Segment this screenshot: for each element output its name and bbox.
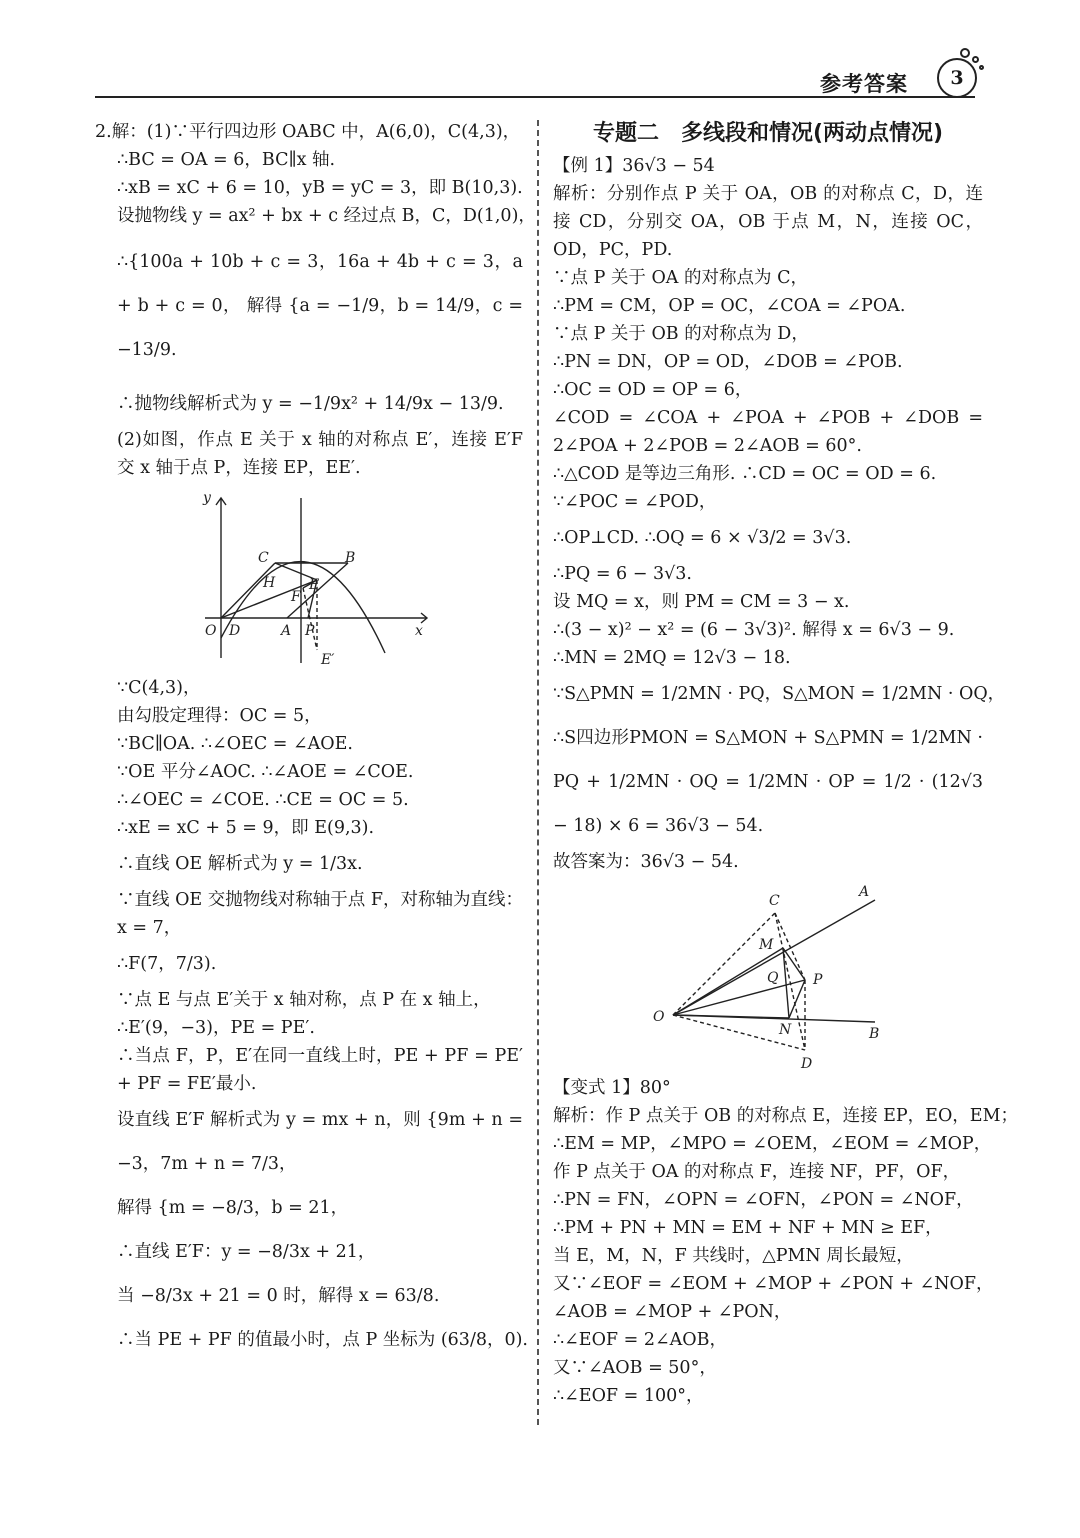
label-e-prime: E′ [321,652,335,668]
text-line: ∴OC = OD = OP = 6， [553,380,753,400]
system-of-equations: 解得 {m = −8/3，b = 21， [117,1198,349,1218]
label-a: A [859,884,870,900]
left-column [95,118,536,1362]
text-line: ∴OP⊥CD. ∴OQ = 6 × √3/2 = 3√3. [553,528,852,548]
text-line: 2.解：(1)∵平行四边形 OABC 中，A(6,0)，C(4,3)， [95,122,521,142]
right-column [553,118,1018,1410]
variant-answer: 【变式 1】80° [553,1078,671,1098]
segment-oc [673,913,775,1015]
section-title: 专题二 多线段和情况(两动点情况) [592,121,944,146]
label-p: P [305,623,315,639]
text-line: 解析：分别作点 P 关于 OA，OB 的对称点 C，D，连接 CD，分别交 OA，OB 于点 M，N，连接 OC，OD，PC，PD. [553,184,983,260]
system-of-equations: ∴{100a + 10b + c = 3，16a + 4b + c = 3，a + b + c = 0， 解得 {a = −1/9，b = 14/9，c = −13/9. [117,252,523,360]
page-number-badge: 3 [937,58,977,98]
text-line: ∴(3 − x)² − x² = (6 − 3√3)². 解得 x = 6√3 − 9. [553,620,955,640]
parabola-curve [221,562,385,653]
decor-dot-icon [972,56,979,63]
label-m: M [759,937,774,953]
text-line: ∵点 P 关于 OA 的对称点为 C， [553,268,808,288]
segment-mn [783,948,789,1018]
decor-dot-icon [960,48,970,58]
label-o: O [653,1009,665,1025]
label-x: x [415,623,423,639]
angle-figure [553,880,983,1070]
ray-oa [673,900,875,1015]
system-of-equations: 设直线 E′F 解析式为 y = mx + n，则 {9m + n = −3，7m + n = 7/3， [117,1110,523,1174]
text-line: ∴直线 OE 解析式为 y = 1/3x. [117,854,363,874]
text-line: 又∵∠EOF = ∠EOM + ∠MOP + ∠PON + ∠NOF， [553,1274,994,1294]
text-line: ∴∠EOF = 100°， [553,1386,704,1406]
text-line: ∴BC = OA = 6，BC∥x 轴. [117,150,336,170]
text-line: ∴∠EOF = 2∠AOB， [553,1330,727,1350]
text-line: ∵S△PMN = 1/2MN · PQ，S△MON = 1/2MN · OQ， [553,684,1006,704]
column-divider [537,120,539,1425]
text-line: ∴PN = DN，OP = OD，∠DOB = ∠POB. [553,352,903,372]
text-line: ∴xB = xC + 6 = 10，yB = yC = 3，即 B(10,3). [117,178,523,198]
text-line: ∴PM + PN + MN = EM + NF + MN ≥ EF， [553,1218,943,1238]
text-line: ∵∠POC = ∠POD， [553,492,717,512]
text-line: ∵C(4,3)， [117,678,201,698]
label-a: A [281,623,292,639]
segment-cp [775,913,805,980]
label-b: B [345,550,356,566]
text-line: 当 E，M，N，F 共线时，△PMN 周长最短， [553,1246,914,1266]
label-y: y [203,490,211,506]
text-line: ∴PM = CM，OP = OC，∠COA = ∠POA. [553,296,906,316]
example-answer: 【例 1】36√3 − 54 [553,156,715,176]
label-h: H [263,575,276,591]
text-line: 故答案为：36√3 − 54. [553,852,739,872]
text-line: (2)如图，作点 E 关于 x 轴的对称点 E′，连接 E′F 交 x 轴于点 P，连接 EP，EE′. [117,430,523,478]
header-title: 参考答案 [820,72,908,96]
text-line: ∴xE = xC + 5 = 9，即 E(9,3). [117,818,375,838]
text-line: 当 −8/3x + 21 = 0 时，解得 x = 63/8. [117,1286,440,1306]
text-line: ∴抛物线解析式为 y = −1/9x² + 14/9x − 13/9. [117,394,504,414]
text-line: ∴F(7，7/3). [117,954,217,974]
text-line: ∴当点 F，P，E′在同一直线上时，PE + PF = PE′ + PF = FE′最小. [117,1046,523,1094]
text-line: ∵直线 OE 交抛物线对称轴于点 F，对称轴为直线：x = 7， [117,890,523,938]
parabola-figure [95,488,523,668]
text-line: ∴S四边形PMON = S△MON + S△PMN = 1/2MN · PQ + 1/2MN · OQ = 1/2MN · OP = 1/2 · (12√3 − 18) × 6 = 36√3 − 54. [553,728,983,836]
label-d: D [229,623,241,639]
label-o: O [205,623,217,639]
text-line: 设抛物线 y = ax² + bx + c 经过点 B，C，D(1,0)， [117,206,536,226]
text-line: ∴△COD 是等边三角形. ∴CD = OC = OD = 6. [553,464,937,484]
label-c: C [769,893,780,909]
text-line: ∴当 PE + PF 的值最小时，点 P 坐标为 (63/8，0). [117,1330,528,1350]
text-line: ∴PQ = 6 − 3√3. [553,564,692,584]
label-e: E [309,577,320,593]
segment-op [673,980,805,1015]
label-p: P [813,972,823,988]
text-line: ∠COD = ∠COA + ∠POA + ∠POB + ∠DOB = 2∠POA + 2∠POB = 2∠AOB = 60°. [553,408,983,456]
label-c: C [258,550,269,566]
text-line: ∴MN = 2MQ = 12√3 − 18. [553,648,791,668]
text-line: 设 MQ = x，则 PM = CM = 3 − x. [553,592,850,612]
text-line: 由勾股定理得：OC = 5， [117,706,322,726]
text-line: ∵OE 平分∠AOC. ∴∠AOE = ∠COE. [117,762,414,782]
text-line: 解析：作 P 点关于 OB 的对称点 E，连接 EP，EO，EM； [553,1106,1018,1126]
header-rule [95,96,975,98]
text-line: ∴∠OEC = ∠COE. ∴CE = OC = 5. [117,790,409,810]
text-line: ∴PN = FN，∠OPN = ∠OFN，∠PON = ∠NOF， [553,1190,974,1210]
text-line: ∠AOB = ∠MOP + ∠PON， [553,1302,792,1322]
label-q: Q [767,970,779,986]
decor-dot-icon [979,65,984,70]
text-line: 作 P 点关于 OA 的对称点 F，连接 NF，PF，OF， [553,1162,961,1182]
text-line: ∵点 P 关于 OB 的对称点为 D， [553,324,809,344]
text-line: ∵BC∥OA. ∴∠OEC = ∠AOE. [117,734,353,754]
text-line: ∴E′(9，−3)，PE = PE′. [117,1018,315,1038]
label-f: F [291,589,301,605]
label-n: N [779,1022,792,1038]
label-d: D [801,1056,813,1070]
label-b: B [869,1026,880,1042]
text-line: ∴EM = MP，∠MPO = ∠OEM，∠EOM = ∠MOP， [553,1134,992,1154]
text-line: 又∵∠AOB = 50°， [553,1358,717,1378]
text-line: ∴直线 E′F：y = −8/3x + 21， [117,1242,376,1262]
text-line: ∵点 E 与点 E′关于 x 轴对称，点 P 在 x 轴上， [117,990,491,1010]
